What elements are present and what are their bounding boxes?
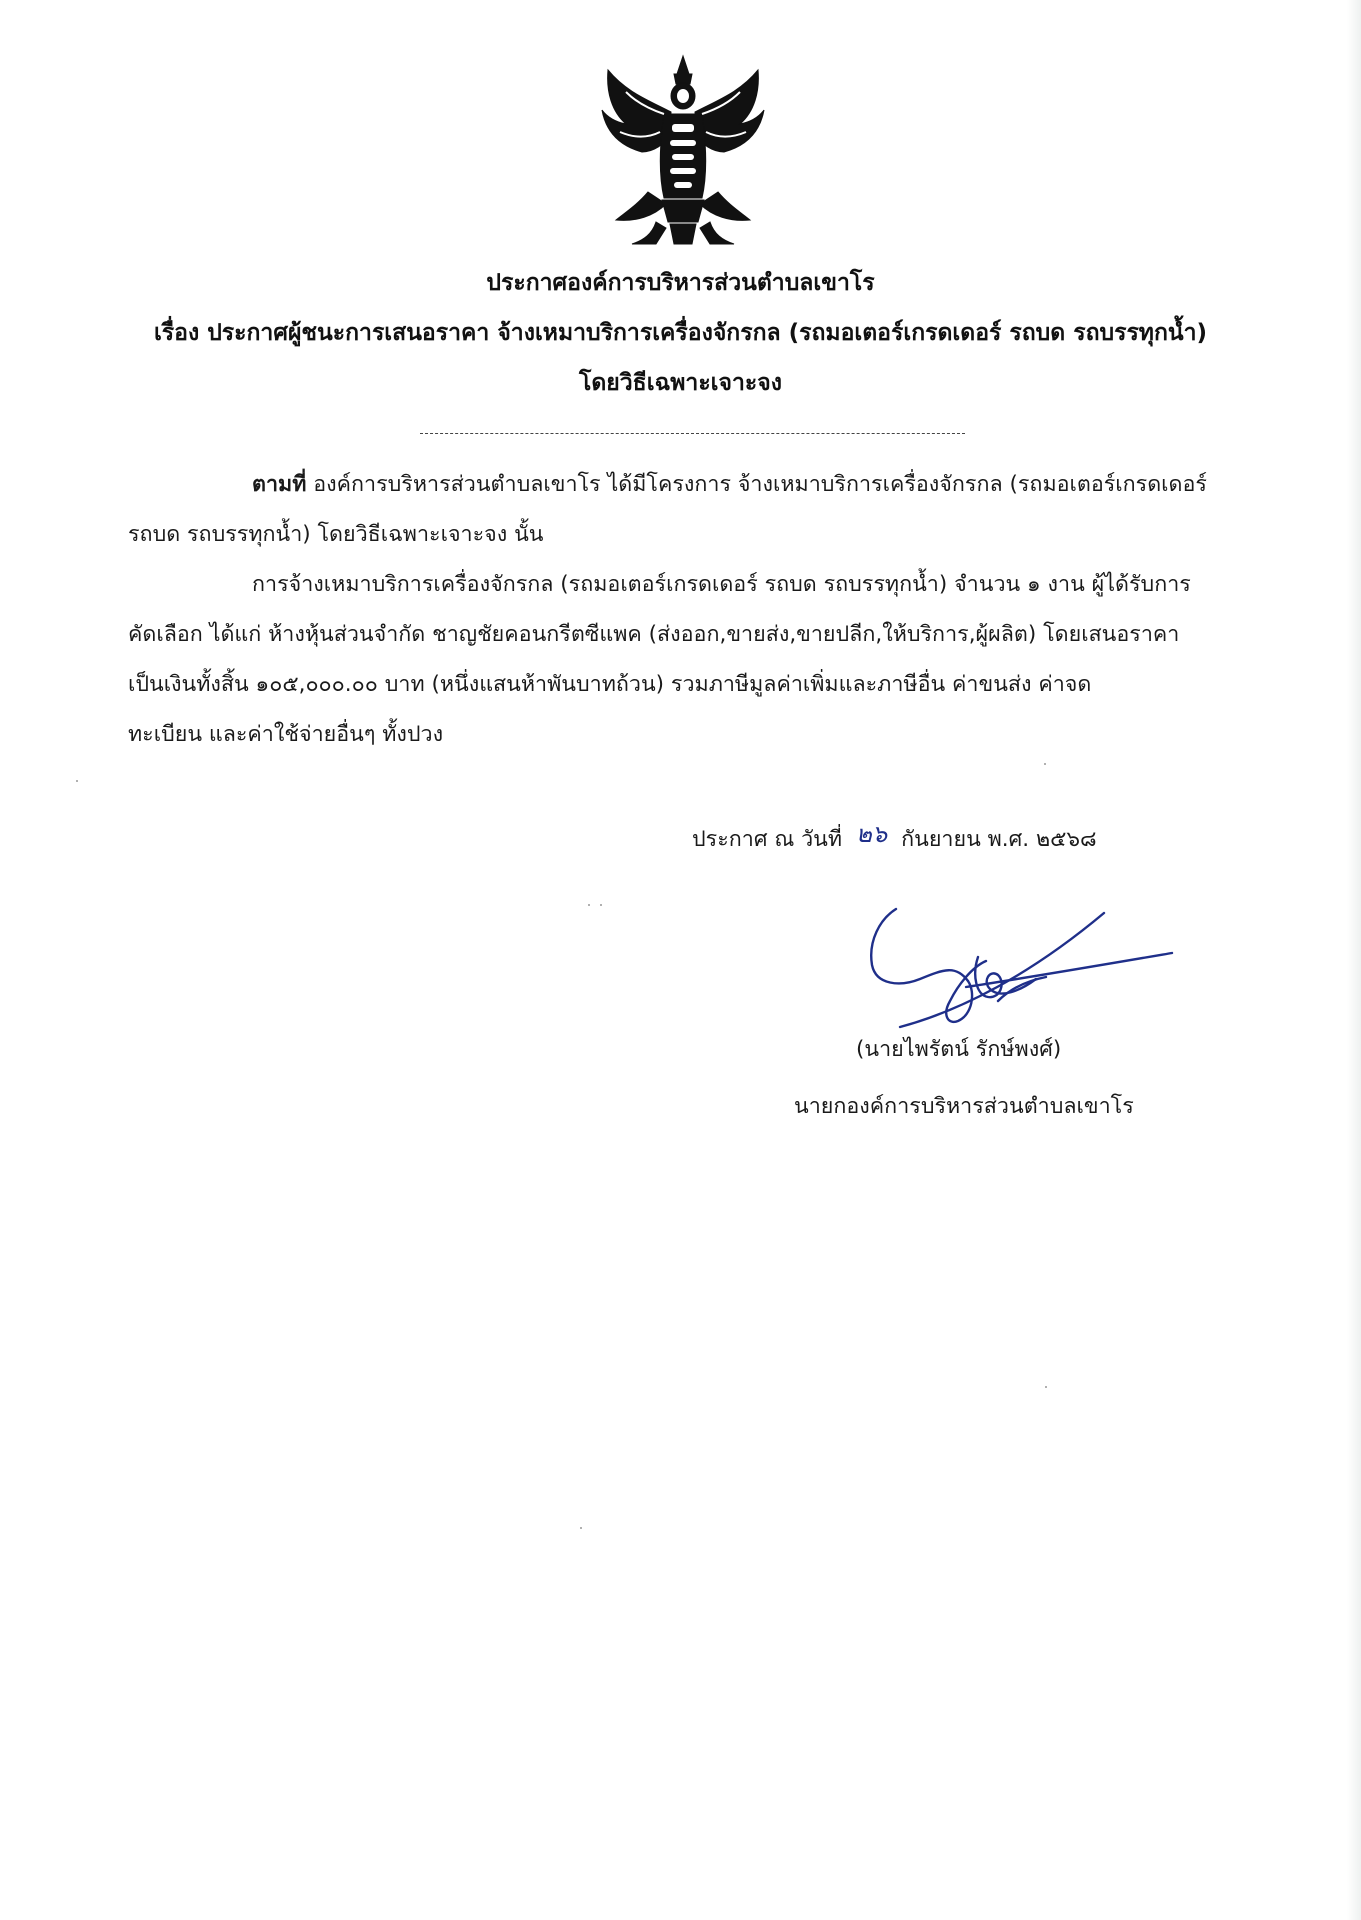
announcement-date xyxy=(692,820,1097,855)
date-day-handwritten: ๒๖ xyxy=(856,820,888,848)
paragraph-2-line-4: ทะเบียน และค่าใช้จ่ายอื่นๆ ทั้งปวง xyxy=(128,722,444,747)
procurement-method: โดยวิธีเฉพาะเจาะจง xyxy=(579,370,782,396)
paragraph-1-text: องค์การบริหารส่วนตำบลเขาโร ได้มีโครงการ จ้างเหมาบริการเครื่องจักรกล (รถมอเตอร์เกรดเดอร์ xyxy=(306,472,1207,497)
signer-position: นายกองค์การบริหารส่วนตำบลเขาโร xyxy=(794,1094,1134,1119)
announcement-subject: เรื่อง ประกาศผู้ชนะการเสนอราคา จ้างเหมาบริการเครื่องจักรกล (รถมอเตอร์เกรดเดอร์ รถบด รถบรรทุกน้ำ) xyxy=(153,320,1208,346)
paragraph-1-line-2: รถบด รถบรรทุกน้ำ) โดยวิธีเฉพาะเจาะจง นั้น xyxy=(128,522,544,547)
paragraph-2-line-2: คัดเลือก ได้แก่ ห้างหุ้นส่วนจำกัด ชาญชัยคอนกรีตซีแพค (ส่งออก,ขายส่ง,ขายปลีก,ให้บริการ,ผู้ผลิต) โดยเสนอราคา xyxy=(128,622,1180,647)
signer-name: (นายไพรัตน์ รักษ์พงศ์) xyxy=(856,1037,1062,1062)
paragraph-1-line-1 xyxy=(252,470,1207,500)
paragraph-2-line-1: การจ้างเหมาบริการเครื่องจักรกล (รถมอเตอร์เกรดเดอร์ รถบด รถบรรทุกน้ำ) จำนวน ๑ งาน ผู้ได้รับการ xyxy=(252,572,1191,597)
garuda-emblem-icon xyxy=(598,52,768,252)
title-divider xyxy=(420,433,965,434)
scan-speck xyxy=(588,904,590,906)
scan-speck xyxy=(76,780,78,782)
paragraph-2-line-3: เป็นเงินทั้งสิ้น ๑๐๕,๐๐๐.๐๐ บาท (หนึ่งแสนห้าพันบาทถ้วน) รวมภาษีมูลค่าเพิ่มและภาษีอื่น ค่าขนส่ง ค่าจด xyxy=(128,672,1092,697)
handwritten-signature xyxy=(860,905,1180,1030)
scan-speck xyxy=(1044,763,1046,765)
paragraph-1-lead: ตามที่ xyxy=(252,472,307,497)
scan-speck xyxy=(1045,1386,1047,1388)
date-month-year: กันยายน พ.ศ. ๒๕๖๘ xyxy=(901,827,1097,852)
announcement-title: ประกาศองค์การบริหารส่วนตำบลเขาโร xyxy=(486,270,875,296)
scan-speck xyxy=(600,904,602,906)
scan-speck xyxy=(580,1527,582,1529)
date-prefix: ประกาศ ณ วันที่ xyxy=(692,827,843,852)
